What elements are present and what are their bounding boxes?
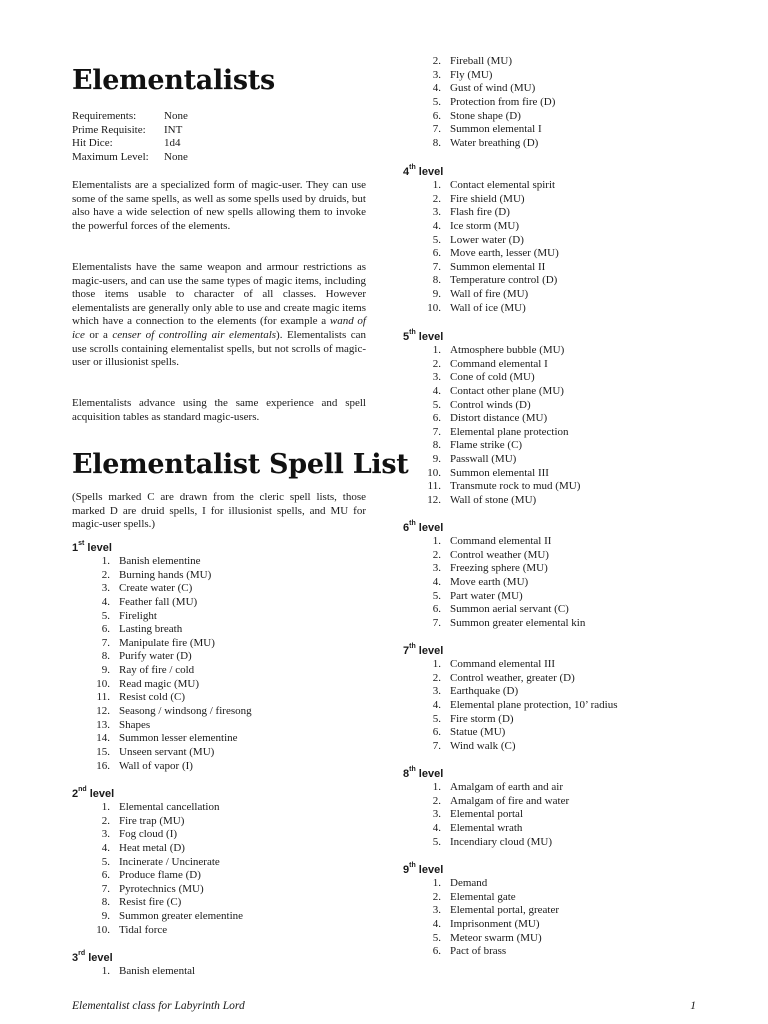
spell-name: Distort distance (MU) — [450, 412, 548, 425]
advancement-paragraph: Elementalists advance using the same experience and spell acquisition tables as standard magic-users. — [72, 397, 366, 423]
spell-number: 5. — [432, 589, 441, 602]
spell-name: Pact of brass — [450, 945, 507, 958]
spell-name: Move earth, lesser (MU) — [450, 247, 559, 260]
spell-number: 6. — [432, 945, 441, 958]
level-heading: 5th level — [403, 329, 444, 343]
spell-item — [72, 664, 252, 678]
spell-name: Elemental cancellation — [119, 801, 220, 813]
spell-number: 2. — [432, 794, 441, 807]
spell-item — [403, 932, 559, 946]
spell-list — [403, 877, 559, 959]
spell-name: Water breathing (D) — [450, 136, 539, 149]
spell-number: 3. — [432, 685, 441, 698]
requirement-row — [72, 137, 188, 151]
spell-number: 3. — [432, 562, 441, 575]
spell-name: Fire shield (MU) — [450, 192, 525, 205]
spell-name: Elemental wrath — [450, 821, 523, 834]
spell-item — [403, 439, 580, 453]
spell-item — [72, 815, 243, 829]
spell-number: 8. — [432, 274, 441, 287]
spell-item — [403, 110, 555, 124]
level-section — [72, 541, 252, 773]
requirement-value: INT — [164, 123, 183, 136]
spell-item — [403, 877, 559, 891]
spell-number: 3. — [432, 904, 441, 917]
spell-list — [403, 55, 555, 150]
spell-name: Wall of stone (MU) — [450, 494, 537, 507]
spell-list — [72, 965, 195, 979]
level-section — [403, 165, 559, 315]
level-heading: 4th level — [403, 164, 444, 178]
spell-name: Lasting breath — [119, 623, 183, 636]
spell-number: 10. — [427, 466, 441, 479]
spell-item — [72, 801, 243, 815]
spell-name: Ray of fire / cold — [119, 664, 195, 677]
spell-number: 8. — [101, 650, 110, 663]
spell-name: Protection from fire (D) — [450, 95, 556, 108]
spell-name: Command elemental III — [450, 658, 556, 670]
spell-item — [72, 691, 252, 705]
spell-name: Summon greater elemental kin — [450, 616, 586, 629]
spell-name: Ice storm (MU) — [450, 219, 520, 232]
spell-name: Summon greater elementine — [119, 910, 244, 923]
spell-item — [403, 822, 569, 836]
spell-number: 4. — [432, 575, 441, 588]
spell-number: 3. — [101, 582, 110, 595]
spell-number: 2. — [432, 192, 441, 205]
spell-name: Resist fire (C) — [119, 896, 182, 909]
spell-item — [403, 358, 580, 372]
spell-item — [403, 590, 585, 604]
spell-item — [403, 658, 618, 672]
spell-number: 1. — [101, 555, 110, 567]
spell-name: Command elemental I — [450, 357, 548, 370]
spell-item — [72, 896, 243, 910]
spell-name: Meteor swarm (MU) — [450, 931, 542, 944]
spell-number: 7. — [432, 425, 441, 438]
spell-number: 1. — [101, 801, 110, 813]
spell-name: Temperature control (D) — [450, 274, 558, 287]
spell-number: 2. — [101, 814, 110, 827]
level-heading: 1st level — [72, 540, 112, 554]
spell-number: 2. — [101, 568, 110, 581]
spell-number: 5. — [432, 233, 441, 246]
spell-name: Banish elementine — [119, 555, 201, 567]
spell-name: Summon lesser elementine — [119, 732, 238, 745]
spell-name: Earthquake (D) — [450, 685, 519, 698]
spell-name: Elemental portal, greater — [450, 904, 560, 917]
spell-item — [72, 732, 252, 746]
spell-number: 6. — [432, 109, 441, 122]
spell-item — [403, 302, 559, 316]
spell-number: 1. — [432, 179, 441, 191]
spell-number: 4. — [432, 917, 441, 930]
spell-number: 2. — [432, 357, 441, 370]
spell-number: 5. — [101, 855, 110, 868]
spell-list — [403, 344, 580, 508]
paragraph-text: Elementalists have the same weapon and armour restrictions as magic-users, and can use the same types of magic items, including those items usable to character of all classes. However elementalists are generally only able to use and create magic items which have a connection to the elements (for example a — [72, 261, 366, 328]
spell-list — [403, 781, 569, 849]
spell-item — [72, 760, 252, 774]
spell-number: 4. — [432, 698, 441, 711]
spell-number: 11. — [427, 480, 441, 493]
spell-number: 6. — [101, 623, 110, 636]
spell-item — [403, 371, 580, 385]
spell-number: 4. — [432, 82, 441, 95]
spell-name: Elemental portal — [450, 808, 523, 821]
spell-name: Move earth (MU) — [450, 575, 529, 588]
spell-name: Heat metal (D) — [119, 841, 185, 854]
spell-item — [403, 535, 585, 549]
spell-item — [72, 924, 243, 938]
spell-item — [403, 891, 559, 905]
spell-name: Summon elemental I — [450, 123, 542, 136]
spell-name: Tidal force — [119, 923, 168, 936]
spell-name: Part water (MU) — [450, 589, 523, 602]
spell-item — [403, 96, 555, 110]
page-title: Elementalists — [72, 65, 275, 96]
spell-name: Control weather (MU) — [450, 548, 549, 561]
spell-name: Cone of cold (MU) — [450, 371, 535, 384]
spell-number: 10. — [96, 677, 110, 690]
spell-number: 2. — [432, 55, 441, 67]
spell-number: 5. — [432, 835, 441, 848]
paragraph-text: or a — [84, 328, 113, 341]
spell-item — [403, 453, 580, 467]
spell-item — [72, 869, 243, 883]
spell-item — [403, 261, 559, 275]
spell-item — [403, 385, 580, 399]
spell-number: 4. — [432, 821, 441, 834]
spell-number: 10. — [96, 923, 110, 936]
spell-item — [403, 137, 555, 151]
level-heading: 8th level — [403, 766, 444, 780]
spell-item — [72, 705, 252, 719]
spell-name: Summon elemental II — [450, 260, 546, 273]
spell-item — [403, 206, 559, 220]
spell-number: 5. — [432, 712, 441, 725]
spell-item — [403, 55, 555, 69]
spell-number: 5. — [432, 95, 441, 108]
spell-name: Flash fire (D) — [450, 206, 510, 219]
spell-number: 4. — [432, 219, 441, 232]
spell-item — [403, 672, 618, 686]
spell-item — [403, 123, 555, 137]
spell-number: 12. — [96, 705, 110, 718]
spell-name: Banish elemental — [119, 965, 196, 977]
spell-item — [403, 274, 559, 288]
spell-number: 7. — [101, 882, 110, 895]
spell-item — [403, 713, 618, 727]
level-heading: 3rd level — [72, 950, 113, 964]
spell-item — [403, 808, 569, 822]
spell-number: 1. — [432, 781, 441, 793]
spell-item — [72, 582, 252, 596]
spell-name: Control winds (D) — [450, 398, 531, 411]
spell-item — [403, 288, 559, 302]
spell-name: Purify water (D) — [119, 650, 192, 663]
requirement-label: Requirements: — [72, 110, 137, 122]
spell-item — [72, 910, 243, 924]
spell-name: Fire trap (MU) — [119, 814, 185, 827]
spell-list — [403, 535, 585, 630]
spell-item — [403, 344, 580, 358]
spell-name: Elemental plane protection, 10’ radius — [450, 698, 618, 711]
section-title: Elementalist Spell List — [72, 449, 409, 480]
spell-number: 4. — [101, 595, 110, 608]
spell-name: Elemental plane protection — [450, 425, 569, 438]
spell-name: Shapes — [119, 718, 151, 731]
spell-number: 15. — [96, 745, 110, 758]
spell-number: 4. — [432, 384, 441, 397]
spell-item — [72, 596, 252, 610]
spell-name: Contact elemental spirit — [450, 179, 556, 191]
spell-name: Resist cold (C) — [119, 691, 185, 704]
spell-number: 1. — [432, 658, 441, 670]
spell-item — [403, 726, 618, 740]
spell-name: Manipulate fire (MU) — [119, 636, 215, 649]
spell-item — [403, 467, 580, 481]
spell-name: Flame strike (C) — [450, 439, 523, 452]
spell-name: Amalgam of fire and water — [450, 794, 570, 807]
spell-name: Wall of ice (MU) — [450, 301, 526, 314]
spell-list — [72, 801, 243, 937]
spell-name: Create water (C) — [119, 582, 193, 595]
spell-name: Fog cloud (I) — [119, 828, 178, 841]
spell-name: Unseen servant (MU) — [119, 745, 215, 758]
requirements-table — [72, 110, 188, 164]
spell-name: Freezing sphere (MU) — [450, 562, 548, 575]
spell-name: Firelight — [119, 609, 157, 622]
spell-number: 16. — [96, 759, 110, 772]
spell-number: 7. — [432, 260, 441, 273]
spell-item — [403, 603, 585, 617]
spell-number: 7. — [432, 616, 441, 629]
spell-number: 9. — [101, 664, 110, 677]
spell-list — [403, 179, 559, 315]
page-number: 1 — [690, 1000, 696, 1012]
level-section — [72, 787, 243, 937]
requirement-row — [72, 151, 188, 165]
spell-number: 9. — [432, 453, 441, 466]
spell-item — [72, 610, 252, 624]
spell-item — [403, 426, 580, 440]
spell-item — [403, 795, 569, 809]
spell-name: Elemental gate — [450, 890, 516, 903]
level-section — [403, 767, 569, 849]
requirement-value: None — [164, 150, 188, 163]
spell-number: 3. — [101, 828, 110, 841]
spell-item — [403, 699, 618, 713]
spell-name: Fire storm (D) — [450, 712, 514, 725]
spell-number: 8. — [432, 136, 441, 149]
spell-number: 12. — [427, 494, 441, 507]
spell-item — [72, 555, 252, 569]
spell-number: 11. — [96, 691, 110, 704]
level-section — [403, 330, 580, 508]
spell-item — [403, 549, 585, 563]
level-heading: 9th level — [403, 862, 444, 876]
spell-item — [403, 193, 559, 207]
spell-item — [403, 836, 569, 850]
spell-name: Fly (MU) — [450, 68, 493, 81]
spell-item — [72, 965, 195, 979]
spell-number: 1. — [432, 344, 441, 356]
spell-number: 8. — [101, 896, 110, 909]
spell-item — [72, 883, 243, 897]
spell-number: 6. — [432, 726, 441, 739]
spell-number: 6. — [432, 412, 441, 425]
page-footer — [72, 1000, 696, 1012]
spell-item — [72, 828, 243, 842]
spell-name: Fireball (MU) — [450, 55, 513, 67]
spell-number: 2. — [432, 671, 441, 684]
spell-number: 9. — [432, 288, 441, 301]
requirement-value: None — [164, 110, 188, 122]
spell-name: Summon elemental III — [450, 466, 549, 479]
spell-number: 5. — [432, 398, 441, 411]
spell-name: Summon aerial servant (C) — [450, 603, 569, 616]
spell-number: 14. — [96, 732, 110, 745]
item-name: wand of ice — [72, 315, 366, 341]
spell-item — [72, 623, 252, 637]
spell-item — [403, 904, 559, 918]
spell-name: Amalgam of earth and air — [450, 781, 564, 793]
spell-number: 1. — [432, 877, 441, 889]
level-section-continued — [403, 55, 555, 150]
level-section — [403, 644, 618, 753]
footer-title: Elementalist class for Labyrinth Lord — [72, 1000, 245, 1012]
spell-item — [403, 576, 585, 590]
requirement-value: 1d4 — [164, 137, 181, 150]
spell-number: 8. — [432, 439, 441, 452]
spell-item — [72, 569, 252, 583]
spell-list — [72, 555, 252, 773]
requirement-row — [72, 124, 188, 138]
spell-item — [72, 842, 243, 856]
spell-item — [72, 650, 252, 664]
spell-number: 1. — [432, 535, 441, 547]
spell-number: 2. — [432, 890, 441, 903]
spell-name: Imprisonment (MU) — [450, 917, 540, 930]
spell-item — [403, 69, 555, 83]
level-heading: 2nd level — [72, 786, 115, 800]
spell-name: Produce flame (D) — [119, 869, 201, 882]
spell-number: 7. — [432, 123, 441, 136]
spell-number: 1. — [101, 965, 110, 977]
spell-number: 13. — [96, 718, 110, 731]
spell-number: 4. — [101, 841, 110, 854]
requirement-label: Hit Dice: — [72, 137, 113, 150]
spell-number: 9. — [101, 910, 110, 923]
spell-note-paragraph: (Spells marked C are drawn from the cleric spell lists, those marked D are druid spells, I for illusionist spells, and MU for magic-user spells.) — [72, 491, 366, 531]
spell-item — [72, 637, 252, 651]
spell-name: Control weather, greater (D) — [450, 671, 575, 684]
spell-number: 3. — [432, 371, 441, 384]
spell-number: 3. — [432, 808, 441, 821]
spell-name: Demand — [450, 877, 488, 889]
spell-item — [403, 220, 559, 234]
spell-name: Incinerate / Uncinerate — [119, 855, 220, 868]
spell-name: Burning hands (MU) — [119, 568, 212, 581]
spell-item — [403, 617, 585, 631]
spell-name: Seasong / windsong / firesong — [119, 705, 252, 718]
spell-item — [403, 945, 559, 959]
spell-name: Statue (MU) — [450, 726, 506, 739]
spell-item — [403, 494, 580, 508]
spell-name: Read magic (MU) — [119, 677, 200, 690]
level-section — [403, 863, 559, 959]
spell-item — [403, 562, 585, 576]
spell-item — [403, 412, 580, 426]
spell-item — [403, 399, 580, 413]
spell-number: 6. — [432, 247, 441, 260]
spell-item — [403, 685, 618, 699]
spell-number: 3. — [432, 206, 441, 219]
spell-number: 2. — [432, 548, 441, 561]
spell-item — [403, 918, 559, 932]
spell-item — [403, 480, 580, 494]
spell-name: Transmute rock to mud (MU) — [450, 480, 581, 493]
intro-paragraph: Elementalists are a specialized form of magic-user. They can use some of the same spells, as well as some spells used by druids, but also have a wide selection of new spells allowing them to invoke the powerful forces of the elements. — [72, 179, 366, 232]
spell-item — [72, 856, 243, 870]
spell-item — [72, 719, 252, 733]
spell-item — [403, 82, 555, 96]
spell-name: Lower water (D) — [450, 233, 524, 246]
spell-number: 3. — [432, 68, 441, 81]
spell-name: Passwall (MU) — [450, 453, 517, 466]
spell-name: Contact other plane (MU) — [450, 384, 564, 397]
spell-name: Stone shape (D) — [450, 109, 521, 122]
spell-list — [403, 658, 618, 753]
requirement-label: Prime Requisite: — [72, 123, 146, 136]
spell-item — [403, 234, 559, 248]
spell-number: 7. — [432, 739, 441, 752]
spell-name: Feather fall (MU) — [119, 595, 198, 608]
spell-name: Wall of vapor (I) — [119, 759, 193, 772]
spell-name: Wind walk (C) — [450, 739, 516, 752]
spell-item — [403, 740, 618, 754]
spell-number: 7. — [101, 636, 110, 649]
level-heading: 7th level — [403, 643, 444, 657]
item-name: censer of controlling air elementals — [112, 328, 277, 341]
spell-item — [403, 781, 569, 795]
level-section — [403, 521, 585, 630]
spell-name: Atmosphere bubble (MU) — [450, 344, 565, 356]
spell-number: 6. — [101, 869, 110, 882]
restrictions-paragraph — [72, 261, 366, 370]
requirement-label: Maximum Level: — [72, 150, 149, 163]
spell-item — [72, 746, 252, 760]
spell-name: Pyrotechnics (MU) — [119, 882, 204, 895]
spell-number: 5. — [101, 609, 110, 622]
spell-number: 6. — [432, 603, 441, 616]
spell-name: Gust of wind (MU) — [450, 82, 536, 95]
spell-number: 10. — [427, 301, 441, 314]
level-heading: 6th level — [403, 520, 444, 534]
spell-name: Command elemental II — [450, 535, 552, 547]
paragraph-text: ). Elementalists can use scrolls containing elementalist spells, but not scrolls of magic-user or illusionist spells. — [72, 328, 366, 369]
requirement-row — [72, 110, 188, 124]
spell-item — [72, 678, 252, 692]
spell-name: Wall of fire (MU) — [450, 288, 529, 301]
spell-item — [403, 247, 559, 261]
spell-number: 5. — [432, 931, 441, 944]
spell-name: Incendiary cloud (MU) — [450, 835, 553, 848]
level-section — [72, 951, 195, 979]
spell-item — [403, 179, 559, 193]
